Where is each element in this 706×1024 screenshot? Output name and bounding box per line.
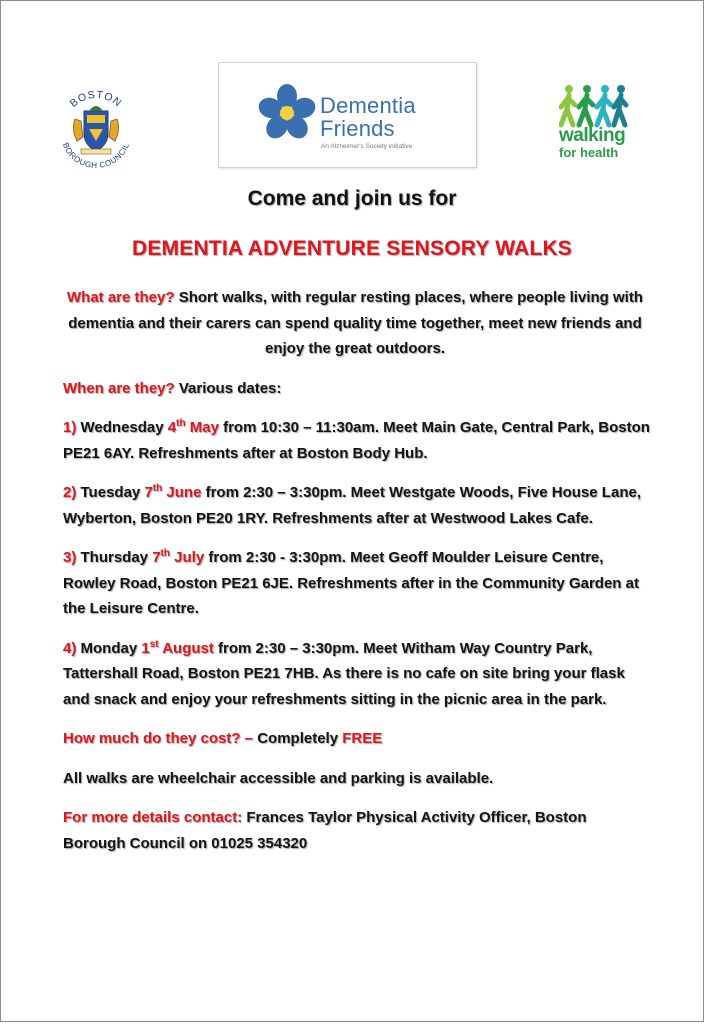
- free-text: FREE: [342, 730, 383, 747]
- when-text: Various dates:: [174, 379, 282, 397]
- cost-label: How much do they cost? –: [63, 730, 254, 747]
- walk-item: [63, 636, 653, 713]
- what-label: What are they?: [67, 289, 175, 306]
- accessibility-paragraph: All walks are wheelchair accessible and parking is available.: [63, 769, 494, 787]
- for-health-text: for health: [559, 145, 619, 160]
- cost-paragraph: [63, 726, 653, 752]
- walk-number: 3): [63, 549, 77, 566]
- walkers-icon: [559, 83, 629, 129]
- dementia-friends-logo: [218, 62, 477, 168]
- friends-word: Friends: [320, 116, 395, 141]
- walk-number: 1): [63, 419, 77, 436]
- walk-day: Wednesday: [76, 419, 168, 436]
- what-paragraph: [57, 285, 653, 362]
- walk-day: Monday: [76, 639, 142, 657]
- walk-day: Thursday: [76, 549, 153, 566]
- walk-date: 7th July: [152, 548, 205, 566]
- walk-details: from 2:30 – 3:30pm. Meet Westgate Woods, Five House Lane, Wyberton, Boston PE20 1RY. Refreshments after at Westwood Lakes Cafe.: [63, 484, 641, 527]
- walk-item: [63, 415, 653, 466]
- boston-borough-council-crest-icon: [51, 89, 141, 179]
- walk-day: Tuesday: [76, 484, 145, 501]
- contact-label: For more details contact:: [63, 809, 243, 826]
- what-text: Short walks, with regular resting places, where people living with dementia and their carers can spend quality time together, meet new friends and enjoy the great outdoors.: [68, 289, 643, 357]
- alzheimers-tagline: An Alzheimer's Society initiative: [321, 143, 413, 150]
- walk-date: 4th May: [167, 418, 219, 436]
- walk-details: from 2:30 - 3:30pm. Meet Geoff Moulder Leisure Centre, Rowley Road, Boston PE21 6JE. Refreshments after in the Community Garden at the Leisure Centre.: [63, 549, 639, 617]
- dementia-word: Dementia: [320, 93, 416, 118]
- walk-date: 1st August: [141, 638, 214, 657]
- forget-me-not-flower-icon: [257, 83, 317, 143]
- flyer-body: [63, 285, 653, 870]
- walk-details: from 2:30 – 3:30pm. Meet Witham Way Country Park, Tattershall Road, Boston PE21 7HB. As there is no cafe on site bring your flask and snack and enjoy your refreshments sitting in the picnic area in the park.: [63, 639, 625, 708]
- walk-item: [63, 480, 653, 531]
- crest-top-text: BOSTON: [67, 89, 125, 110]
- intro-heading: Come and join us for: [247, 187, 457, 210]
- cost-text: Completely: [253, 730, 343, 747]
- logo-row: [1, 1, 703, 171]
- contact-paragraph: [63, 805, 653, 856]
- contact-text: Frances Taylor Physical Activity Officer, Boston Borough Council on 01025 354320: [63, 809, 587, 852]
- when-paragraph: [63, 376, 653, 402]
- walking-for-health-logo: [549, 81, 639, 171]
- walking-text: walking: [559, 125, 626, 146]
- walk-number: 4): [63, 639, 77, 657]
- event-title: DEMENTIA ADVENTURE SENSORY WALKS: [131, 237, 573, 260]
- walk-number: 2): [63, 484, 77, 501]
- walk-date: 7th June: [144, 483, 202, 501]
- walk-details: from 10:30 – 11:30am. Meet Main Gate, Central Park, Boston PE21 6AY. Refreshments after at Boston Body Hub.: [63, 419, 650, 462]
- when-label: When are they?: [63, 379, 175, 397]
- crest-bottom-text: BOROUGH COUNCIL: [60, 141, 132, 171]
- walk-item: [63, 545, 653, 622]
